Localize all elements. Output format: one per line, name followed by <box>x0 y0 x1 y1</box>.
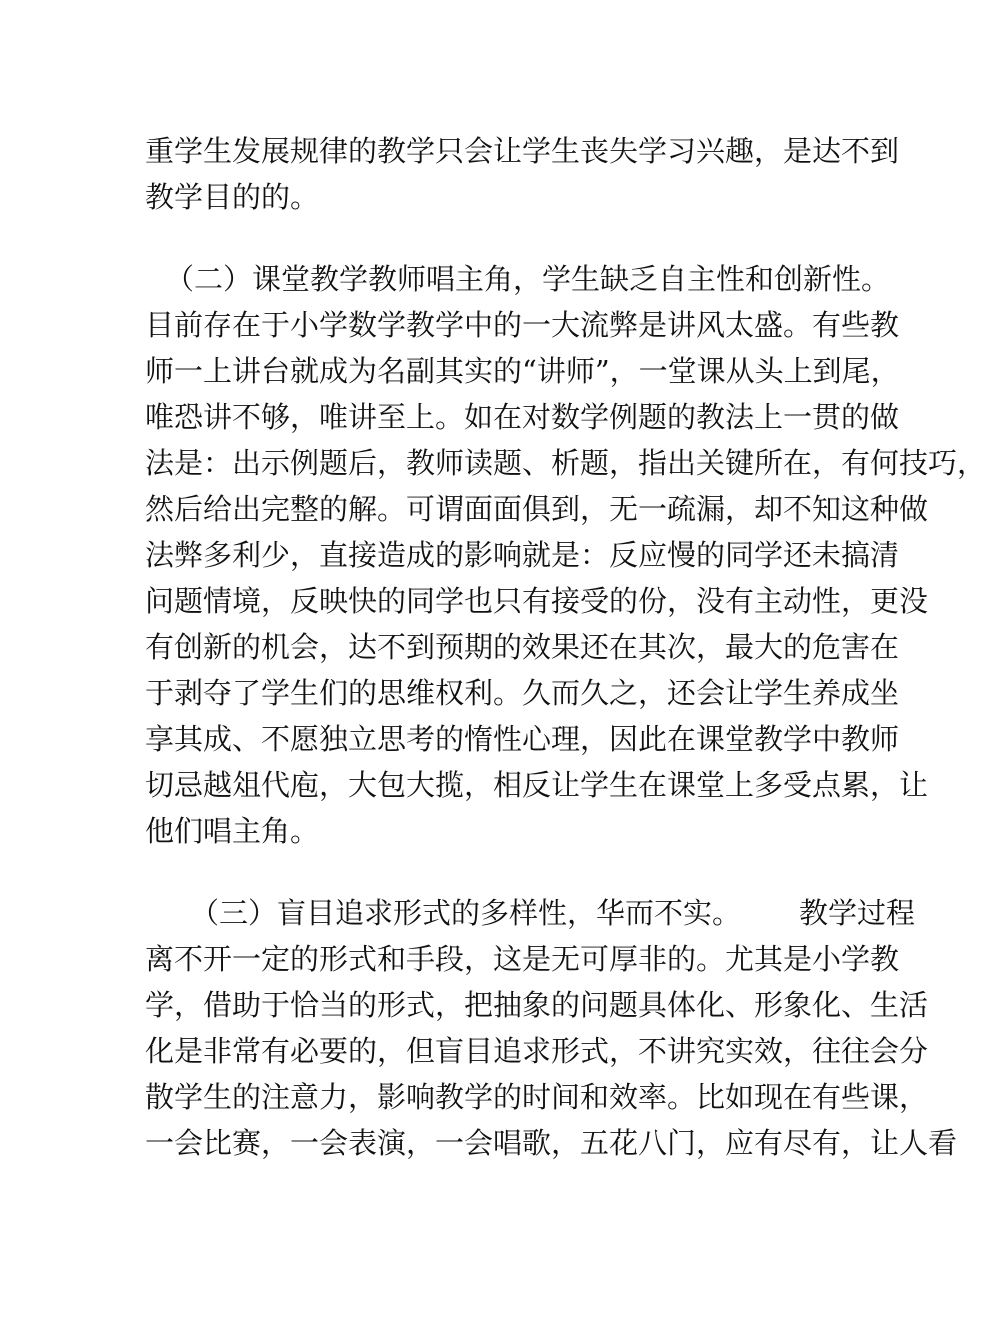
section-heading: （三）盲目追求形式的多样性，华而不实。 <box>190 896 742 930</box>
text-line: 法是：出示例题后，教师读题、析题，指出关键所在，有何技巧， <box>145 446 986 480</box>
paragraph-gap <box>145 854 810 890</box>
text-line: 散学生的注意力，影响教学的时间和效率。比如现在有些课， <box>145 1080 929 1114</box>
text-line: 一会比赛，一会表演，一会唱歌，五花八门，应有尽有，让人看 <box>145 1126 958 1160</box>
text-line: 学，借助于恰当的形式，把抽象的问题具体化、形象化、生活 <box>145 988 929 1022</box>
text-line: 有创新的机会，达不到预期的效果还在其次，最大的危害在 <box>145 630 900 664</box>
section-2 <box>145 256 986 854</box>
text-line: 目前存在于小学数学教学中的一大流弊是讲风太盛。有些教 <box>145 308 900 342</box>
section-heading-line <box>145 890 916 936</box>
section-3 <box>145 890 958 1166</box>
paragraph-gap <box>145 220 810 256</box>
section-heading-tail: 教学过程 <box>799 896 916 930</box>
paragraph-continued <box>145 128 900 220</box>
text-line: 切忌越俎代庖，大包大揽，相反让学生在课堂上多受点累，让 <box>145 768 929 802</box>
text-line: 唯恐讲不够，唯讲至上。如在对数学例题的教法上一贯的做 <box>145 400 900 434</box>
text-line: 问题情境，反映快的同学也只有接受的份，没有主动性，更没 <box>145 584 929 618</box>
section-heading: （二）课堂教学教师唱主角，学生缺乏自主性和创新性。 <box>165 262 891 296</box>
text-line: 于剥夺了学生们的思维权利。久而久之，还会让学生养成坐 <box>145 676 900 710</box>
text-line: 师一上讲台就成为名副其实的“讲师”，一堂课从头上到尾， <box>145 354 900 388</box>
text-line: 他们唱主角。 <box>145 814 320 848</box>
text-line: 享其成、不愿独立思考的惰性心理，因此在课堂教学中教师 <box>145 722 900 756</box>
text-line: 教学目的的。 <box>145 180 320 214</box>
text-line: 离不开一定的形式和手段，这是无可厚非的。尤其是小学教 <box>145 942 900 976</box>
text-line: 化是非常有必要的，但盲目追求形式，不讲究实效，往往会分 <box>145 1034 929 1068</box>
text-line: 重学生发展规律的教学只会让学生丧失学习兴趣，是达不到 <box>145 134 900 168</box>
text-line: 法弊多利少，直接造成的影响就是：反应慢的同学还未搞清 <box>145 538 900 572</box>
document-page <box>145 128 986 1166</box>
text-line: 然后给出完整的解。可谓面面俱到，无一疏漏，却不知这种做 <box>145 492 929 526</box>
